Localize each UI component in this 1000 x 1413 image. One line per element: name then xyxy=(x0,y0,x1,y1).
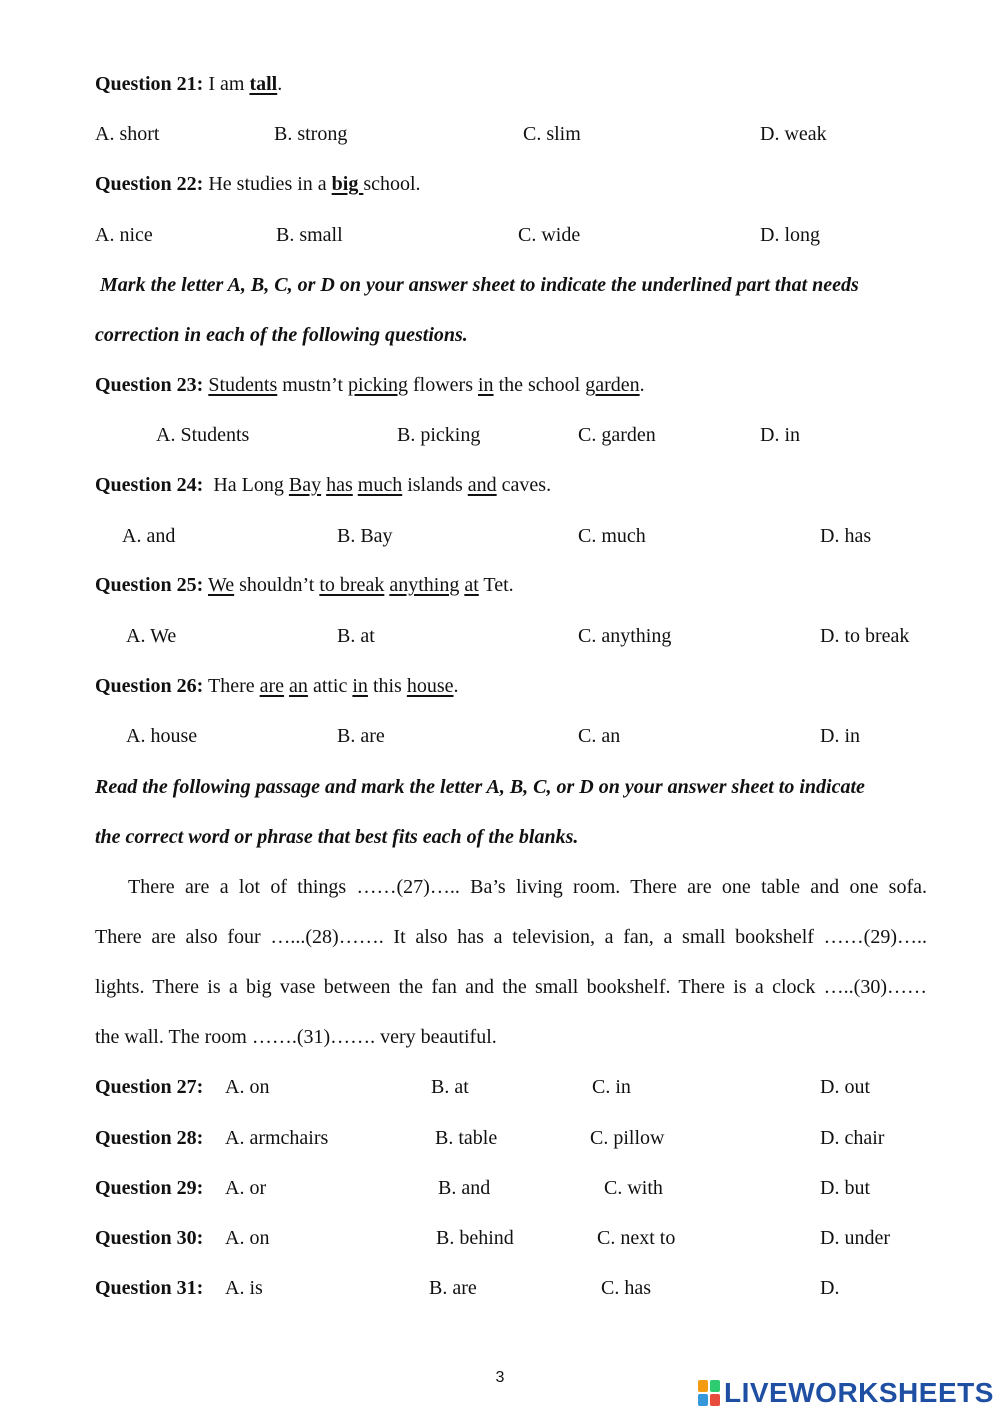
q21-option-a[interactable]: A. short xyxy=(95,123,160,145)
q28-option-b[interactable]: B. table xyxy=(435,1127,498,1149)
q23-option-b[interactable]: B. picking xyxy=(397,424,481,446)
q26-stem: Question 26: There are an attic in this house. xyxy=(95,675,459,697)
q24-label: Question 24: xyxy=(95,474,204,496)
q21-stem: Question 21: I am tall. xyxy=(95,73,283,95)
q31-label: Question 31: xyxy=(95,1277,204,1299)
q27-option-c[interactable]: C. in xyxy=(592,1076,631,1098)
q25-option-b[interactable]: B. at xyxy=(337,625,375,647)
q26-option-a[interactable]: A. house xyxy=(126,725,198,747)
q28-option-a[interactable]: A. armchairs xyxy=(225,1127,329,1149)
passage-line-1: There are a lot of things ……(27)….. Ba’s living room. There are one table and one sofa. xyxy=(128,876,927,898)
q31-option-a[interactable]: A. is xyxy=(225,1277,263,1299)
q28-label: Question 28: xyxy=(95,1127,204,1149)
q25-option-c[interactable]: C. anything xyxy=(578,625,672,647)
q23-option-d[interactable]: D. in xyxy=(760,424,800,446)
q28-option-d[interactable]: D. chair xyxy=(820,1127,885,1149)
q25-option-a[interactable]: A. We xyxy=(126,625,177,647)
q30-option-d[interactable]: D. under xyxy=(820,1227,890,1249)
instruction-2-line-1: Read the following passage and mark the letter A, B, C, or D on your answer sheet to indicate xyxy=(95,776,865,798)
q29-option-c[interactable]: C. with xyxy=(604,1177,663,1199)
logo-text: LIVEWORKSHEETS xyxy=(724,1377,994,1408)
q26-label: Question 26: xyxy=(95,675,204,697)
q27-option-b[interactable]: B. at xyxy=(431,1076,469,1098)
q24-stem: Question 24: Ha Long Bay has much islands and caves. xyxy=(95,474,552,496)
q30-label: Question 30: xyxy=(95,1227,204,1249)
q30-option-a[interactable]: A. on xyxy=(225,1227,270,1249)
q28-option-c[interactable]: C. pillow xyxy=(590,1127,665,1149)
page-number: 3 xyxy=(495,1369,505,1386)
q30-option-c[interactable]: C. next to xyxy=(597,1227,676,1249)
q22-label: Question 22: xyxy=(95,173,204,195)
q22-option-c[interactable]: C. wide xyxy=(518,224,581,246)
q23-label: Question 23: xyxy=(95,374,204,396)
liveworksheets-logo[interactable] xyxy=(698,1376,994,1410)
q21-label: Question 21: xyxy=(95,73,204,95)
q22-stem: Question 22: He studies in a big school. xyxy=(95,173,421,195)
q29-option-a[interactable]: A. or xyxy=(225,1177,267,1199)
q30-option-b[interactable]: B. behind xyxy=(436,1227,514,1249)
logo-tiles-icon xyxy=(698,1380,720,1406)
q27-label: Question 27: xyxy=(95,1076,204,1098)
q26-option-c[interactable]: C. an xyxy=(578,725,621,747)
q29-option-d[interactable]: D. but xyxy=(820,1177,870,1199)
q26-option-d[interactable]: D. in xyxy=(820,725,860,747)
passage-line-2: There are also four …...(28)……. It also has a television, a fan, a small bookshelf ……(29)….. xyxy=(95,926,927,948)
q22-option-b[interactable]: B. small xyxy=(276,224,343,246)
q21-option-b[interactable]: B. strong xyxy=(274,123,348,145)
q25-option-d[interactable]: D. to break xyxy=(820,625,910,647)
q21-option-d[interactable]: D. weak xyxy=(760,123,827,145)
q29-option-b[interactable]: B. and xyxy=(438,1177,491,1199)
q24-option-c[interactable]: C. much xyxy=(578,525,646,547)
q29-label: Question 29: xyxy=(95,1177,204,1199)
instruction-2-line-2: the correct word or phrase that best fits each of the blanks. xyxy=(95,826,579,848)
passage-line-4: the wall. The room …….(31)……. very beautiful. xyxy=(95,1026,497,1048)
instruction-1-line-1: Mark the letter A, B, C, or D on your answer sheet to indicate the underlined part that needs xyxy=(95,274,859,296)
q23-option-c[interactable]: C. garden xyxy=(578,424,656,446)
q31-option-b[interactable]: B. are xyxy=(429,1277,477,1299)
q23-stem: Question 23: Students mustn’t picking flowers in the school garden. xyxy=(95,374,645,396)
q25-stem: Question 25: We shouldn’t to break anything at Tet. xyxy=(95,574,514,596)
q22-option-a[interactable]: A. nice xyxy=(95,224,153,246)
q22-option-d[interactable]: D. long xyxy=(760,224,820,246)
q25-label: Question 25: xyxy=(95,574,204,596)
q31-option-d[interactable]: D. xyxy=(820,1277,840,1299)
q24-option-a[interactable]: A. and xyxy=(122,525,176,547)
instruction-1-line-2: correction in each of the following questions. xyxy=(95,324,468,346)
passage-line-3: lights. There is a big vase between the fan and the small bookshelf. There is a clock …..(30)…… xyxy=(95,976,927,998)
q27-option-a[interactable]: A. on xyxy=(225,1076,270,1098)
q27-option-d[interactable]: D. out xyxy=(820,1076,870,1098)
q21-option-c[interactable]: C. slim xyxy=(523,123,581,145)
q24-option-d[interactable]: D. has xyxy=(820,525,872,547)
q26-option-b[interactable]: B. are xyxy=(337,725,385,747)
q23-option-a[interactable]: A. Students xyxy=(156,424,250,446)
q24-option-b[interactable]: B. Bay xyxy=(337,525,393,547)
q31-option-c[interactable]: C. has xyxy=(601,1277,651,1299)
